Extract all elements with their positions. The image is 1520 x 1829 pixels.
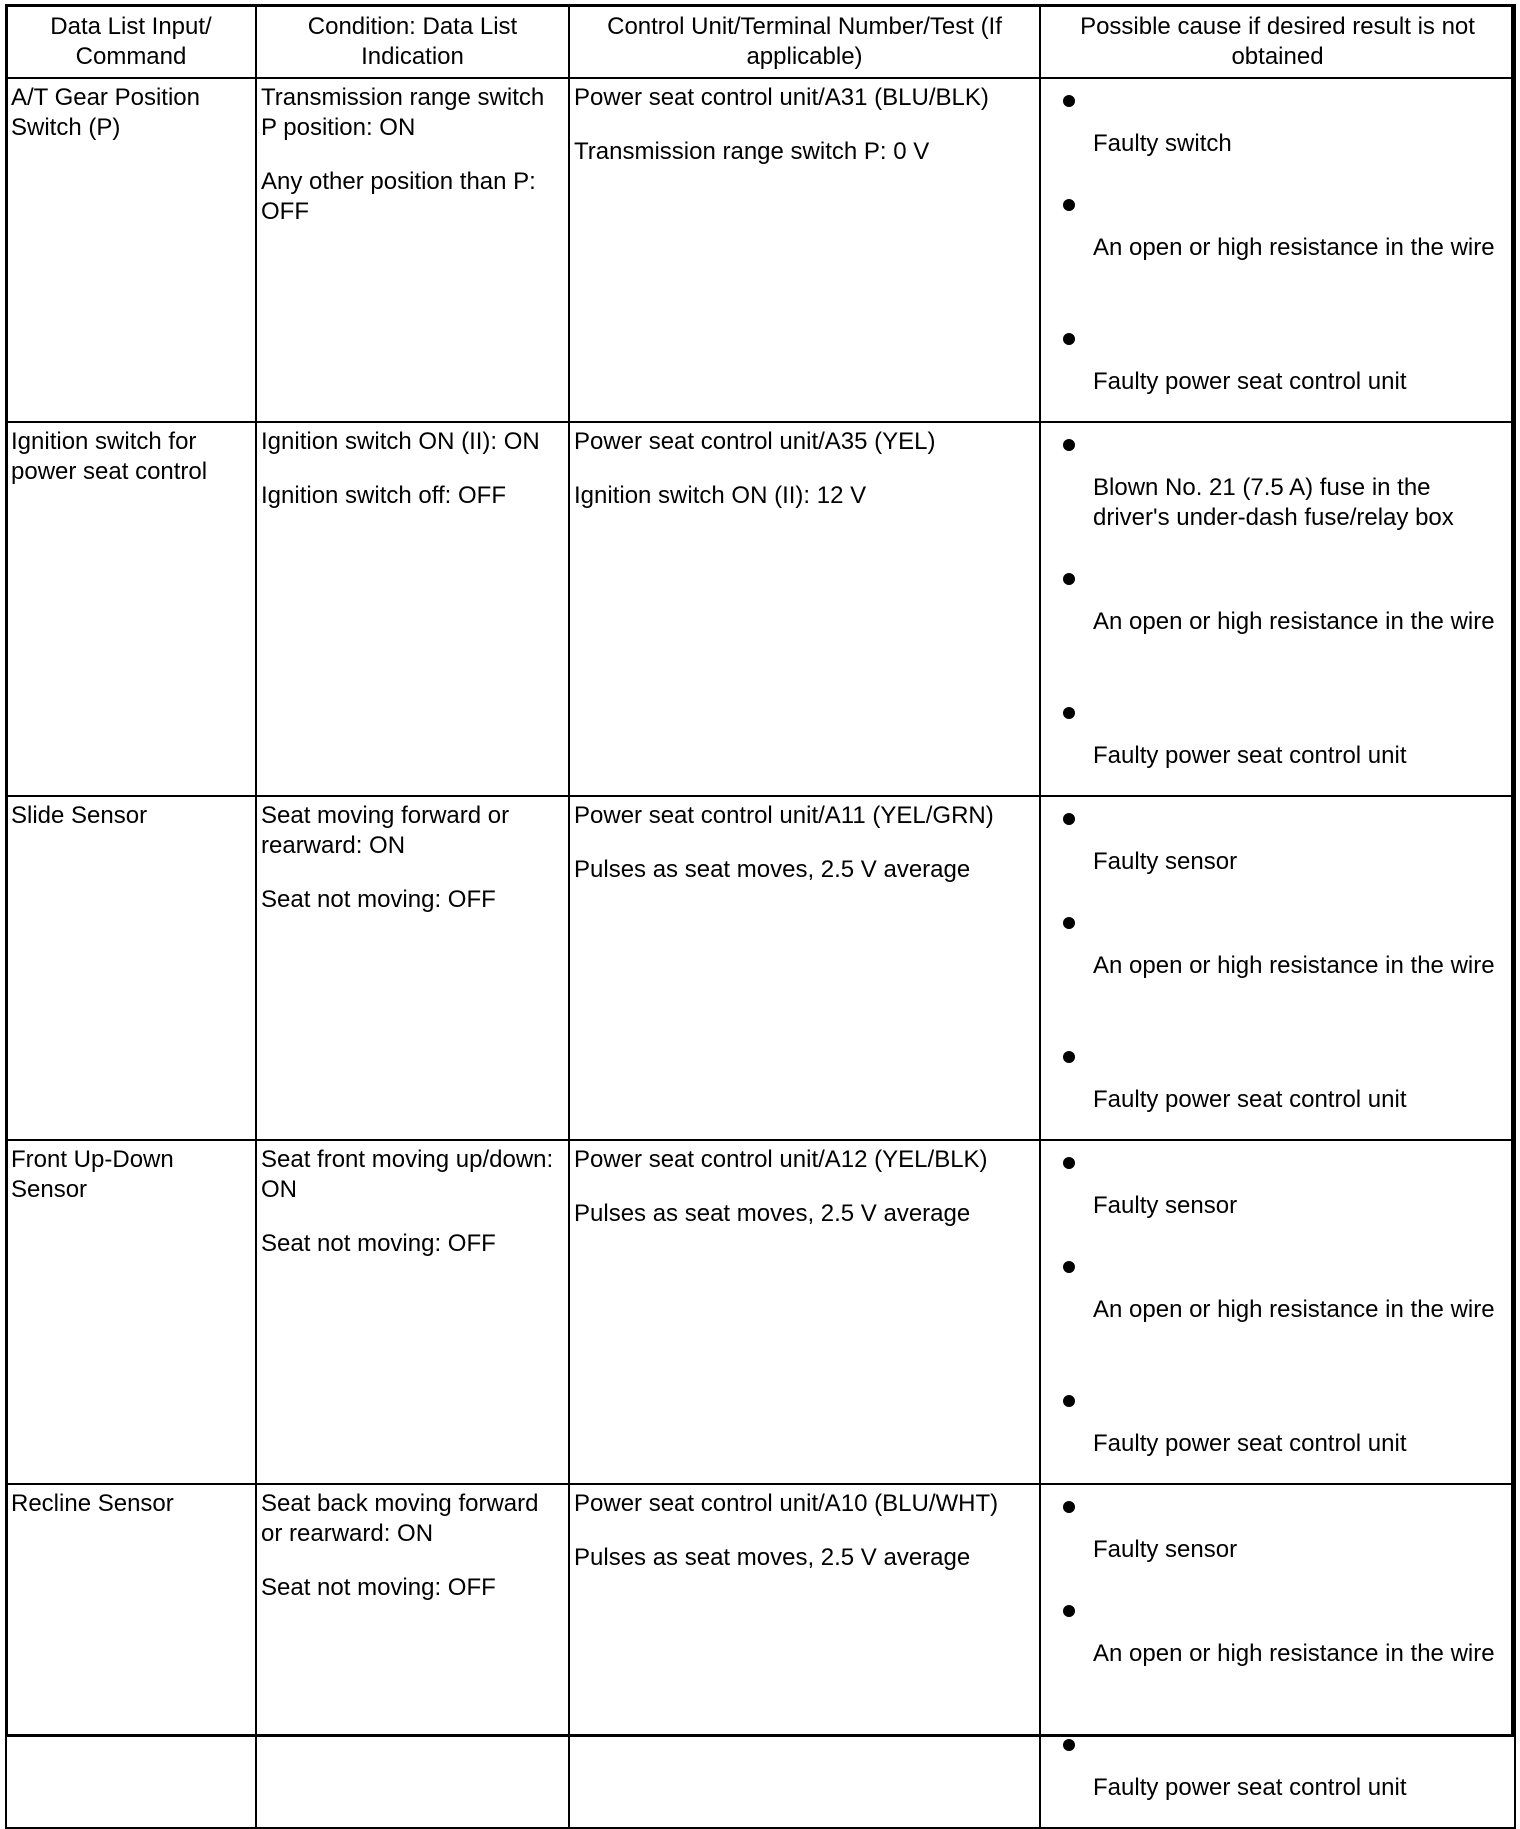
header-cause: Possible cause if desired result is not obtained bbox=[1040, 5, 1515, 78]
cause-text: Faulty sensor bbox=[1093, 1192, 1238, 1219]
terminal-line: Power seat control unit/A31 (BLU/BLK) bbox=[574, 84, 989, 111]
input-cell: Front Up-Down Sensor bbox=[6, 1140, 256, 1484]
condition-line: Seat moving forward or rearward: ON bbox=[261, 802, 510, 859]
condition-line: Ignition switch ON (II): ON bbox=[261, 428, 540, 455]
cause-text: An open or high resistance in the wire bbox=[1093, 234, 1495, 261]
terminal-line: Power seat control unit/A35 (YEL) bbox=[574, 428, 936, 455]
table-outer-border bbox=[5, 4, 1514, 1737]
condition-line: Seat front moving up/down: ON bbox=[261, 1146, 554, 1203]
terminal-line: Power seat control unit/A10 (BLU/WHT) bbox=[574, 1490, 999, 1517]
cause-text: An open or high resistance in the wire bbox=[1093, 1640, 1495, 1667]
cause-text: Faulty power seat control unit bbox=[1093, 742, 1407, 769]
cause-text: Faulty power seat control unit bbox=[1093, 368, 1407, 395]
condition-line: Any other position than P: OFF bbox=[261, 168, 536, 225]
input-cell: Slide Sensor bbox=[6, 796, 256, 1140]
condition-line: Ignition switch off: OFF bbox=[261, 482, 506, 509]
terminal-line: Pulses as seat moves, 2.5 V average bbox=[574, 1544, 971, 1571]
cause-text: An open or high resistance in the wire bbox=[1093, 952, 1495, 979]
cause-text: Blown No. 21 (7.5 A) fuse in the driver's under-dash fuse/relay box bbox=[1093, 474, 1454, 531]
condition-line: Seat not moving: OFF bbox=[261, 1574, 496, 1601]
input-cell: Recline Sensor bbox=[6, 1484, 256, 1828]
cause-text: Faulty power seat control unit bbox=[1093, 1774, 1407, 1801]
terminal-line: Power seat control unit/A11 (YEL/GRN) bbox=[574, 802, 994, 829]
bullet-icon bbox=[1063, 1739, 1075, 1751]
terminal-line: Transmission range switch P: 0 V bbox=[574, 138, 930, 165]
terminal-line: Pulses as seat moves, 2.5 V average bbox=[574, 1200, 971, 1227]
input-cell: A/T Gear Position Switch (P) bbox=[6, 78, 256, 422]
input-cell: Ignition switch for power seat control bbox=[6, 422, 256, 796]
cause-text: Faulty power seat control unit bbox=[1093, 1086, 1407, 1113]
cause-item bbox=[1041, 1723, 1514, 1827]
cause-text: Faulty sensor bbox=[1093, 1536, 1238, 1563]
condition-line: Seat not moving: OFF bbox=[261, 1230, 496, 1257]
header-condition: Condition: Data List Indication bbox=[256, 5, 569, 78]
condition-line: Seat back moving forward or rearward: ON bbox=[261, 1490, 539, 1547]
header-input: Data List Input/ Command bbox=[6, 5, 256, 78]
header-terminal: Control Unit/Terminal Number/Test (If applicable) bbox=[569, 5, 1040, 78]
terminal-line: Pulses as seat moves, 2.5 V average bbox=[574, 856, 971, 883]
condition-line: Seat not moving: OFF bbox=[261, 886, 496, 913]
cause-text: An open or high resistance in the wire bbox=[1093, 608, 1495, 635]
cause-text: An open or high resistance in the wire bbox=[1093, 1296, 1495, 1323]
terminal-line: Ignition switch ON (II): 12 V bbox=[574, 482, 867, 509]
terminal-line: Power seat control unit/A12 (YEL/BLK) bbox=[574, 1146, 988, 1173]
condition-line: Transmission range switch P position: ON bbox=[261, 84, 545, 141]
cause-text: Faulty sensor bbox=[1093, 848, 1238, 875]
cause-text: Faulty power seat control unit bbox=[1093, 1430, 1407, 1457]
cause-text: Faulty switch bbox=[1093, 130, 1232, 157]
